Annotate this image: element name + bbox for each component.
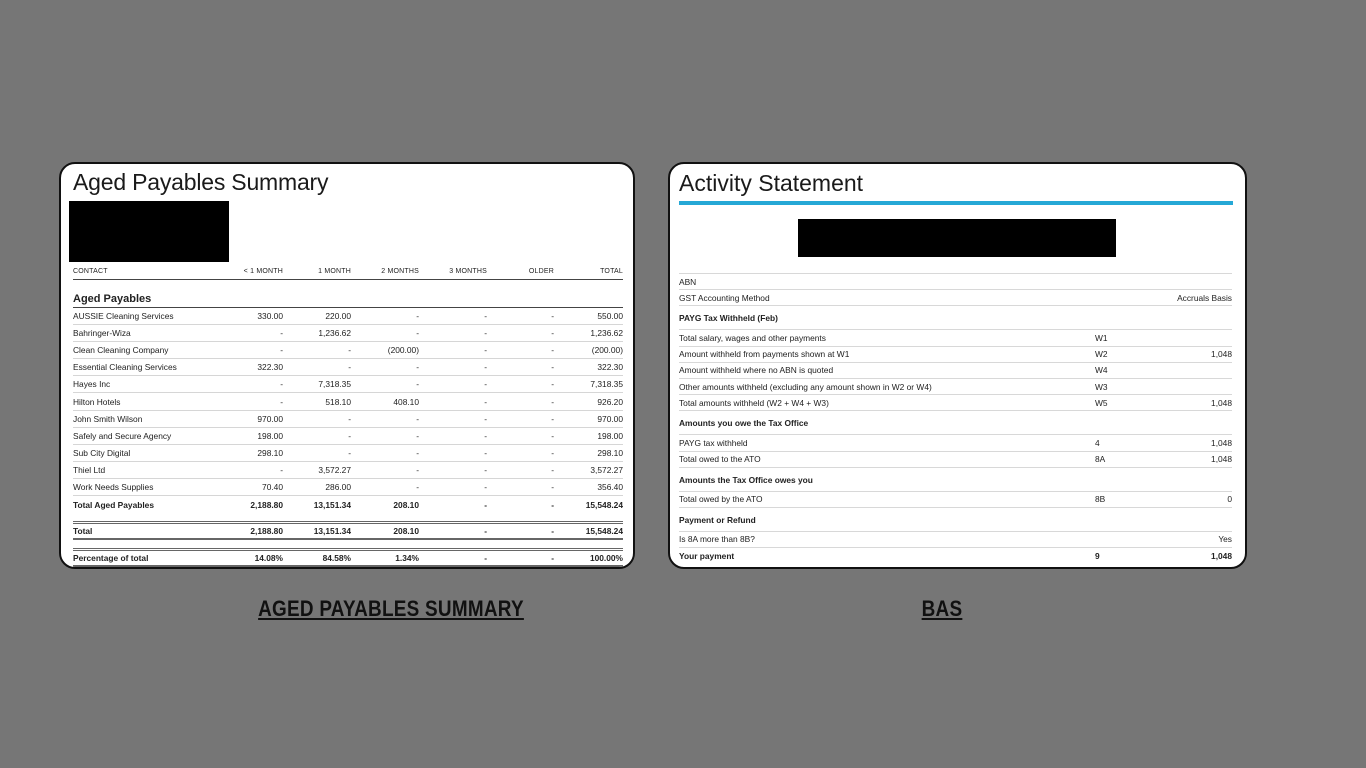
aged-payables-rows bbox=[73, 308, 623, 496]
cell: 322.30 bbox=[597, 362, 623, 373]
cell: ABN bbox=[679, 276, 697, 287]
cell: W4 bbox=[1095, 365, 1108, 376]
cell: Total salary, wages and other payments bbox=[679, 332, 826, 343]
aged-payables-table bbox=[73, 264, 623, 567]
table-row bbox=[679, 290, 1232, 306]
cell: 298.10 bbox=[597, 447, 623, 458]
aged-payables-title: Aged Payables Summary bbox=[73, 169, 329, 195]
col-older: OLDER bbox=[528, 268, 554, 275]
cell: W5 bbox=[1095, 397, 1108, 408]
cell: GST Accounting Method bbox=[679, 292, 770, 303]
cell: 1,048 bbox=[1211, 550, 1232, 561]
table-row bbox=[73, 411, 623, 428]
cell: 7,318.35 bbox=[318, 379, 351, 390]
cell: 208.10 bbox=[393, 499, 419, 510]
cell: - bbox=[551, 526, 554, 537]
table-header bbox=[73, 264, 623, 280]
cell: - bbox=[416, 328, 419, 339]
cell: 1,236.62 bbox=[590, 328, 623, 339]
cell: 970.00 bbox=[597, 413, 623, 424]
cell: 8A bbox=[1095, 454, 1106, 465]
table-row bbox=[679, 395, 1232, 411]
cell: - bbox=[280, 379, 283, 390]
cell: - bbox=[484, 481, 487, 492]
col-1month: 1 MONTH bbox=[318, 268, 351, 275]
cell: - bbox=[348, 430, 351, 441]
cell: 970.00 bbox=[257, 413, 283, 424]
activity-statement-title: Activity Statement bbox=[679, 170, 864, 196]
col-lt1month: < 1 MONTH bbox=[243, 268, 283, 275]
cell: - bbox=[416, 430, 419, 441]
cell: Total amounts withheld (W2 + W4 + W3) bbox=[679, 397, 829, 408]
cell: Amount withheld where no ABN is quoted bbox=[679, 365, 834, 376]
cell: 15,548.24 bbox=[585, 499, 623, 510]
cell: 84.58% bbox=[322, 553, 351, 564]
section-heading: Amounts the Tax Office owes you bbox=[679, 468, 1232, 492]
cell: - bbox=[551, 553, 554, 564]
cell: Essential Cleaning Services bbox=[73, 362, 177, 373]
cell: - bbox=[484, 526, 487, 537]
cell: 198.00 bbox=[257, 430, 283, 441]
cell: - bbox=[280, 464, 283, 475]
cell: 330.00 bbox=[257, 311, 283, 322]
section-heading: PAYG Tax Withheld (Feb) bbox=[679, 306, 1232, 330]
cell: 1,048 bbox=[1211, 349, 1232, 360]
cell: Accruals Basis bbox=[1177, 292, 1232, 303]
cell: W3 bbox=[1095, 381, 1108, 392]
cell: - bbox=[551, 311, 554, 322]
cell: 13,151.34 bbox=[313, 499, 351, 510]
table-row bbox=[73, 325, 623, 342]
table-row bbox=[679, 363, 1232, 379]
cell: - bbox=[551, 328, 554, 339]
cell: 13,151.34 bbox=[313, 526, 351, 537]
cell: 2,188.80 bbox=[250, 499, 283, 510]
table-row bbox=[73, 479, 623, 496]
section-heading: Amounts you owe the Tax Office bbox=[679, 411, 1232, 435]
cell: - bbox=[551, 430, 554, 441]
cell: - bbox=[551, 396, 554, 407]
cell: Yes bbox=[1218, 534, 1232, 545]
table-row bbox=[73, 393, 623, 410]
cell: 14.08% bbox=[254, 553, 283, 564]
aged-payables-caption: AGED PAYABLES SUMMARY bbox=[258, 596, 524, 621]
cell: 208.10 bbox=[393, 526, 419, 537]
cell: 1,048 bbox=[1211, 454, 1232, 465]
cell: - bbox=[551, 413, 554, 424]
cell: - bbox=[551, 499, 554, 510]
cell: 408.10 bbox=[393, 396, 419, 407]
cell: - bbox=[551, 481, 554, 492]
cell: - bbox=[416, 481, 419, 492]
cell: Safely and Secure Agency bbox=[73, 430, 172, 441]
cell: Hayes Inc bbox=[73, 379, 111, 390]
accent-bar bbox=[679, 201, 1233, 205]
col-3months: 3 MONTHS bbox=[449, 268, 487, 275]
cell: Percentage of total bbox=[73, 553, 149, 564]
cell: 926.20 bbox=[597, 396, 623, 407]
cell: 15,548.24 bbox=[585, 526, 623, 537]
cell: - bbox=[348, 345, 351, 356]
table-row bbox=[73, 308, 623, 325]
cell: 2,188.80 bbox=[250, 526, 283, 537]
cell: - bbox=[484, 499, 487, 510]
cell: - bbox=[484, 447, 487, 458]
cell: - bbox=[348, 362, 351, 373]
cell: Total bbox=[73, 526, 93, 537]
cell: 1.34% bbox=[395, 553, 419, 564]
table-row bbox=[679, 492, 1232, 508]
cell: 7,318.35 bbox=[590, 379, 623, 390]
activity-statement-card bbox=[668, 162, 1247, 569]
cell: 356.40 bbox=[597, 481, 623, 492]
cell: 220.00 bbox=[325, 311, 351, 322]
cell: - bbox=[416, 362, 419, 373]
cell: (200.00) bbox=[387, 345, 419, 356]
cell: - bbox=[280, 345, 283, 356]
cell: - bbox=[484, 311, 487, 322]
cell: - bbox=[484, 362, 487, 373]
cell: 9 bbox=[1095, 550, 1100, 561]
cell: - bbox=[280, 396, 283, 407]
cell: - bbox=[416, 379, 419, 390]
cell: Hilton Hotels bbox=[73, 396, 121, 407]
total-row bbox=[73, 521, 623, 540]
cell: 1,048 bbox=[1211, 437, 1232, 448]
cell: 518.10 bbox=[325, 396, 351, 407]
table-row bbox=[73, 428, 623, 445]
redacted-block bbox=[798, 219, 1116, 257]
cell: - bbox=[416, 447, 419, 458]
cell: 3,572.27 bbox=[590, 464, 623, 475]
cell: - bbox=[484, 396, 487, 407]
cell: PAYG tax withheld bbox=[679, 437, 748, 448]
col-2months: 2 MONTHS bbox=[381, 268, 419, 275]
cell: - bbox=[348, 447, 351, 458]
table-row bbox=[679, 347, 1232, 363]
subtotal-row bbox=[73, 496, 623, 513]
cell: Thiel Ltd bbox=[73, 464, 106, 475]
cell: Work Needs Supplies bbox=[73, 481, 154, 492]
table-row bbox=[679, 435, 1232, 451]
cell: - bbox=[484, 430, 487, 441]
cell: - bbox=[348, 413, 351, 424]
bas-caption: BAS bbox=[921, 596, 963, 621]
cell: - bbox=[551, 447, 554, 458]
table-row bbox=[679, 548, 1232, 563]
cell: W2 bbox=[1095, 349, 1108, 360]
cell: - bbox=[416, 413, 419, 424]
table-row bbox=[73, 342, 623, 359]
cell: - bbox=[484, 553, 487, 564]
cell: Amount withheld from payments shown at W1 bbox=[679, 349, 850, 360]
table-row bbox=[679, 532, 1232, 548]
cell: Total owed to the ATO bbox=[679, 454, 761, 465]
cell: - bbox=[484, 464, 487, 475]
cell: Is 8A more than 8B? bbox=[679, 534, 755, 545]
table-row bbox=[679, 273, 1232, 290]
section-title bbox=[73, 280, 623, 307]
cell: - bbox=[484, 345, 487, 356]
cell: - bbox=[416, 311, 419, 322]
cell: Sub City Digital bbox=[73, 447, 131, 458]
cell: 286.00 bbox=[325, 481, 351, 492]
cell: Total Aged Payables bbox=[73, 499, 154, 510]
cell: Other amounts withheld (excluding any amount shown in W2 or W4) bbox=[679, 381, 932, 392]
table-row bbox=[73, 359, 623, 376]
col-total: TOTAL bbox=[600, 268, 623, 275]
cell: - bbox=[280, 328, 283, 339]
cell: 0 bbox=[1227, 494, 1232, 505]
percentage-row bbox=[73, 548, 623, 567]
cell: 70.40 bbox=[262, 481, 283, 492]
section-heading: Payment or Refund bbox=[679, 508, 1232, 532]
table-row bbox=[73, 462, 623, 479]
cell: 1,048 bbox=[1211, 397, 1232, 408]
cell: 100.00% bbox=[589, 553, 623, 564]
cell: (200.00) bbox=[591, 345, 623, 356]
table-row bbox=[73, 445, 623, 462]
table-row bbox=[679, 452, 1232, 468]
cell: 550.00 bbox=[597, 311, 623, 322]
cell: 1,236.62 bbox=[318, 328, 351, 339]
cell: John Smith Wilson bbox=[73, 413, 143, 424]
cell: Your payment bbox=[679, 550, 735, 561]
cell: - bbox=[551, 464, 554, 475]
cell: - bbox=[551, 379, 554, 390]
cell: Total owed by the ATO bbox=[679, 494, 763, 505]
cell: Bahringer-Wiza bbox=[73, 328, 131, 339]
cell: Clean Cleaning Company bbox=[73, 345, 169, 356]
section-title-text: Aged Payables bbox=[73, 293, 152, 305]
cell: 8B bbox=[1095, 494, 1106, 505]
cell: - bbox=[484, 413, 487, 424]
cell: - bbox=[484, 379, 487, 390]
cell: 3,572.27 bbox=[318, 464, 351, 475]
cell: - bbox=[551, 362, 554, 373]
table-row bbox=[679, 379, 1232, 395]
cell: W1 bbox=[1095, 332, 1108, 343]
cell: 4 bbox=[1095, 437, 1100, 448]
table-row bbox=[73, 376, 623, 393]
cell: 298.10 bbox=[257, 447, 283, 458]
cell: - bbox=[416, 464, 419, 475]
aged-payables-card bbox=[59, 162, 635, 569]
redacted-block bbox=[69, 201, 229, 262]
cell: 198.00 bbox=[597, 430, 623, 441]
cell: AUSSIE Cleaning Services bbox=[73, 311, 174, 322]
cell: - bbox=[484, 328, 487, 339]
activity-statement-table bbox=[679, 273, 1232, 563]
cell: - bbox=[551, 345, 554, 356]
table-row bbox=[679, 330, 1232, 346]
col-contact: CONTACT bbox=[73, 268, 108, 275]
cell: 322.30 bbox=[257, 362, 283, 373]
